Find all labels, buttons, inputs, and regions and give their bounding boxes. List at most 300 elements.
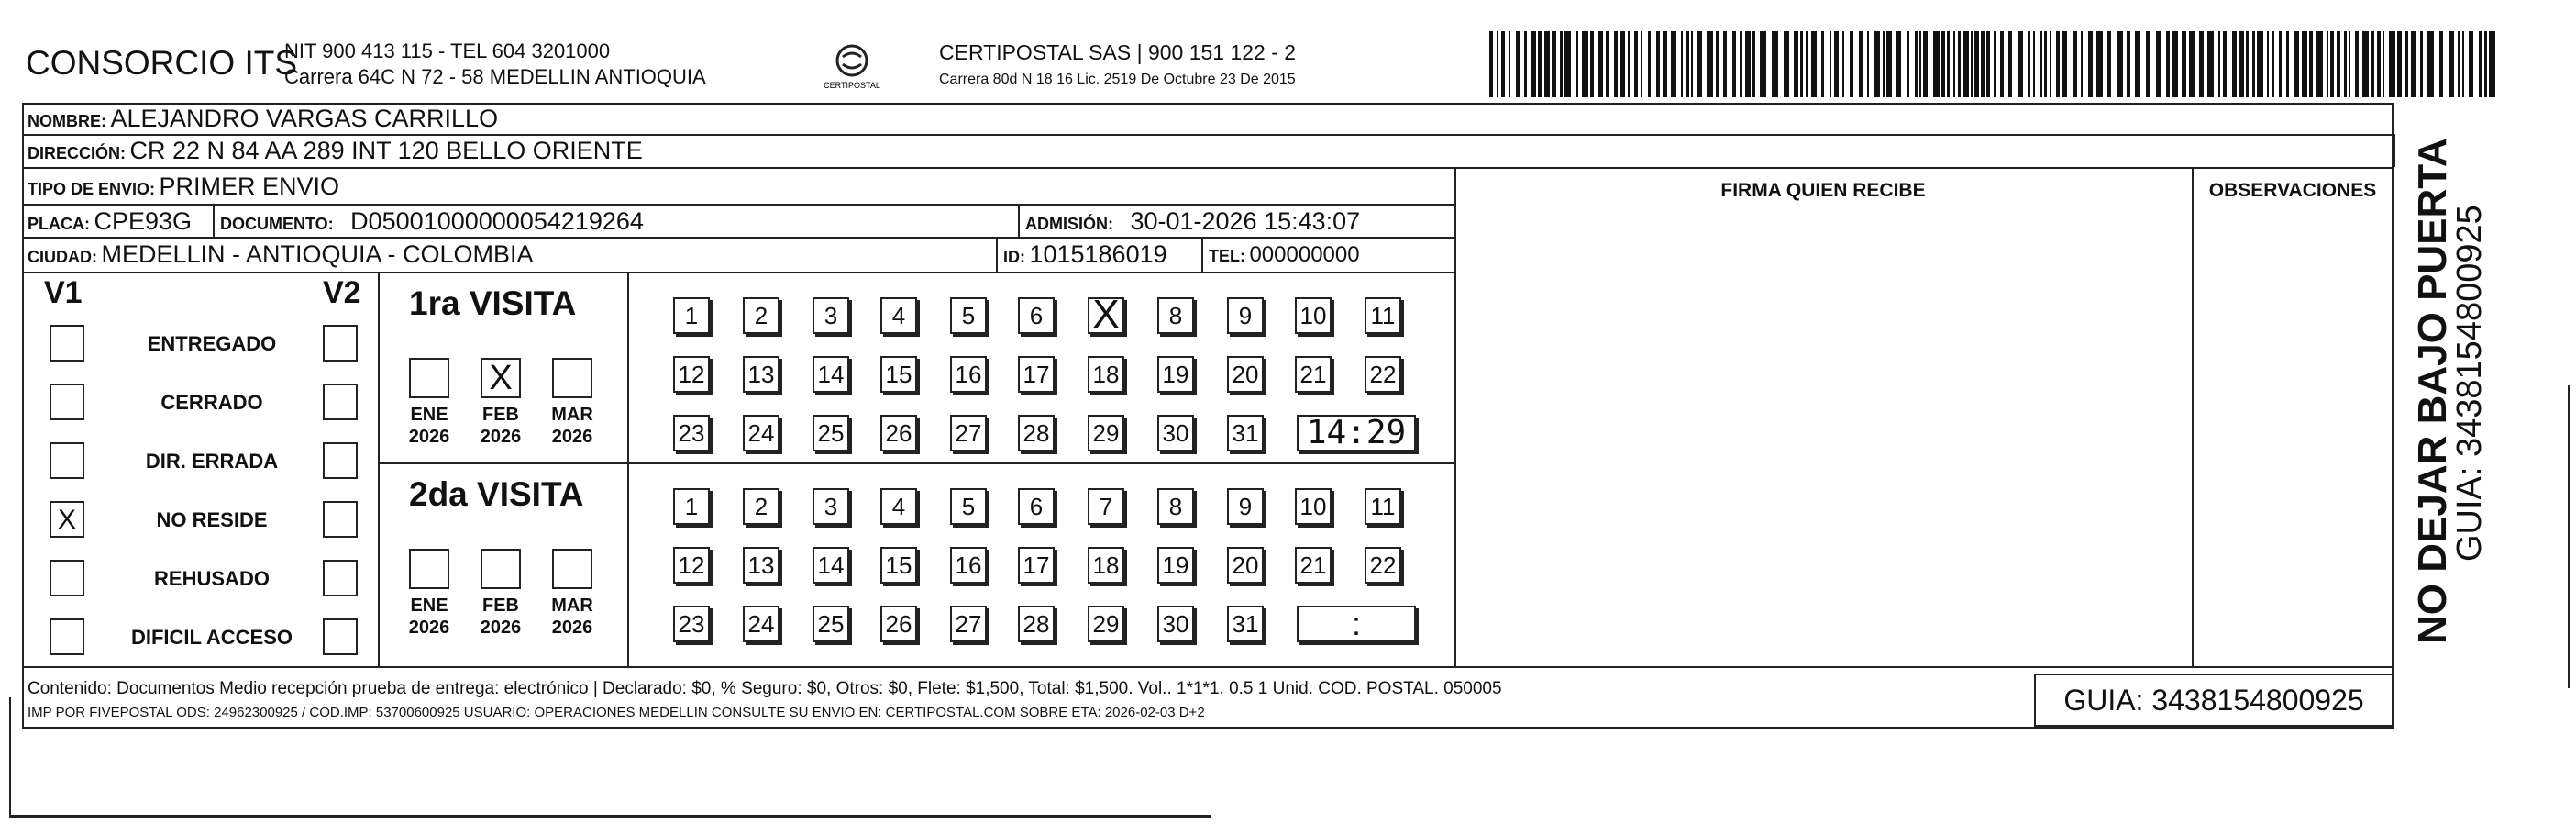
barcode-bar bbox=[2232, 31, 2237, 97]
barcode-bar bbox=[1560, 31, 1563, 97]
status-v1-checkbox[interactable] bbox=[50, 384, 84, 420]
barcode-bar bbox=[2182, 31, 2186, 97]
day-box[interactable]: 19 bbox=[1157, 356, 1194, 393]
rule bbox=[1018, 204, 1020, 237]
rule bbox=[22, 167, 2394, 169]
barcode-bar bbox=[2172, 31, 2178, 97]
status-v1-checkbox[interactable] bbox=[50, 325, 84, 362]
documento-label: DOCUMENTO: bbox=[220, 215, 334, 233]
month-year: 2026 bbox=[551, 427, 593, 447]
impresion-line: IMP POR FIVEPOSTAL ODS: 24962300925 / COD.IMP: 53700600925 USUARIO: OPERACIONES MEDELLIN CONSULTE SU ENVIO EN: CERTIPOSTAL.COM SOBRE ETA: 2026-02-03 D+2 bbox=[28, 705, 1205, 720]
rule bbox=[22, 666, 2394, 668]
barcode-bar bbox=[1915, 31, 1918, 97]
day-box[interactable]: 19 bbox=[1157, 547, 1194, 584]
day-box[interactable]: 27 bbox=[950, 606, 987, 642]
day-box[interactable]: 18 bbox=[1088, 547, 1124, 584]
barcode-bar bbox=[2327, 31, 2328, 97]
barcode-bar bbox=[2389, 31, 2395, 97]
barcode-bar bbox=[1564, 31, 1571, 97]
day-box[interactable]: 29 bbox=[1088, 606, 1124, 642]
barcode-bar bbox=[1489, 31, 1493, 97]
day-box[interactable]: 31 bbox=[1227, 415, 1264, 451]
barcode-bar bbox=[1859, 31, 1863, 97]
barcode-bar bbox=[2458, 31, 2460, 97]
barcode-bar bbox=[2127, 31, 2130, 97]
contenido-line: Contenido: Documentos Medio recepción prueba de entrega: electrónico | Declarado: $0, % Seguro: $0, Otros: $0, Flete: $1,500, Total: $1,500. Vol.. 1*1*1. 0.5 1 Unid. COD. POSTAL. 050005 bbox=[28, 679, 1502, 698]
day-box[interactable]: 4 bbox=[880, 488, 917, 525]
barcode-bar bbox=[2397, 31, 2402, 97]
status-v2-checkbox[interactable] bbox=[323, 384, 358, 420]
barcode-bar bbox=[2489, 31, 2495, 97]
day-box[interactable]: 4 bbox=[880, 297, 917, 334]
no-dejar-warning: NO DEJAR BAJO PUERTA bbox=[2410, 138, 2455, 644]
barcode-bar bbox=[2302, 31, 2307, 97]
rule bbox=[2192, 167, 2194, 666]
barcode-bar bbox=[1784, 31, 1789, 97]
barcode-bar bbox=[2088, 31, 2093, 97]
day-box[interactable]: 17 bbox=[1018, 356, 1055, 393]
tel-value: 000000000 bbox=[1249, 242, 1360, 267]
barcode-bar bbox=[1958, 31, 1961, 97]
status-label: REHUSADO bbox=[154, 567, 270, 590]
visit-title: 2da VISITA bbox=[409, 475, 584, 513]
day-box[interactable]: 25 bbox=[813, 606, 849, 642]
day-box[interactable]: 8 bbox=[1157, 297, 1194, 334]
barcode-bar bbox=[1671, 31, 1676, 97]
month-label bbox=[544, 404, 601, 448]
rule bbox=[22, 134, 2394, 136]
status-label: NO RESIDE bbox=[156, 508, 268, 531]
side-guia: GUIA: 3438154800925 bbox=[2450, 205, 2489, 562]
barcode-bar bbox=[2411, 31, 2416, 97]
day-box[interactable]: 22 bbox=[1365, 356, 1401, 393]
barcode-bar bbox=[1697, 31, 1702, 97]
barcode-bar bbox=[1981, 31, 1985, 97]
rule bbox=[22, 204, 1454, 206]
barcode-bar bbox=[1923, 31, 1928, 97]
rule bbox=[378, 272, 380, 666]
day-box[interactable]: 20 bbox=[1227, 356, 1264, 393]
barcode-bar bbox=[1707, 31, 1713, 97]
day-box[interactable]: 7 bbox=[1088, 488, 1124, 525]
day-box[interactable]: 6 bbox=[1018, 488, 1055, 525]
barcode-bar bbox=[2420, 31, 2423, 97]
barcode-bar bbox=[2117, 31, 2123, 97]
status-label: CERRADO bbox=[160, 391, 263, 414]
barcode-bar bbox=[1963, 31, 1969, 97]
barcode-bar bbox=[2330, 31, 2334, 97]
barcode-bar bbox=[1497, 31, 1498, 97]
company-name: CONSORCIO ITS bbox=[26, 44, 298, 82]
barcode-bar bbox=[1752, 31, 1755, 97]
month-checkbox[interactable] bbox=[409, 549, 449, 589]
day-box[interactable]: X bbox=[1088, 297, 1124, 334]
day-box[interactable]: 31 bbox=[1227, 606, 1264, 642]
day-box[interactable]: 30 bbox=[1157, 606, 1194, 642]
barcode-bar bbox=[1821, 31, 1824, 97]
barcode-bar bbox=[2073, 31, 2077, 97]
day-box[interactable]: 17 bbox=[1018, 547, 1055, 584]
barcode-bar bbox=[1919, 31, 1921, 97]
day-box[interactable]: 21 bbox=[1295, 356, 1332, 393]
barcode-bar bbox=[1732, 31, 1736, 97]
barcode-bar bbox=[2469, 31, 2473, 97]
month-checkbox[interactable] bbox=[552, 358, 592, 398]
barcode-bar bbox=[1842, 31, 1844, 97]
day-box[interactable]: 9 bbox=[1227, 488, 1264, 525]
day-box[interactable]: 16 bbox=[950, 356, 987, 393]
month-label bbox=[544, 595, 601, 639]
barcode-bar bbox=[2081, 31, 2083, 97]
status-label: DIR. ERRADA bbox=[145, 450, 279, 473]
certipostal-logo bbox=[811, 40, 893, 99]
barcode-bar bbox=[2018, 31, 2023, 97]
month-label bbox=[401, 404, 458, 448]
status-label: ENTREGADO bbox=[147, 332, 277, 355]
barcode-bar bbox=[2316, 31, 2323, 97]
id-value: 1015186019 bbox=[1029, 240, 1167, 268]
guia-box: GUIA: 3438154800925 bbox=[2034, 674, 2394, 727]
barcode-bar bbox=[1590, 31, 1594, 97]
barcode-bar bbox=[1883, 31, 1885, 97]
ciudad-field bbox=[28, 240, 534, 269]
barcode-bar bbox=[2008, 31, 2012, 97]
day-box[interactable]: 2 bbox=[743, 488, 779, 525]
page-edge bbox=[9, 815, 1211, 818]
barcode-bar bbox=[1886, 31, 1892, 97]
status-v1-checkbox[interactable] bbox=[50, 442, 84, 479]
barcode-bar bbox=[2439, 31, 2443, 97]
day-box[interactable]: 1 bbox=[673, 488, 710, 525]
barcode-bar bbox=[1974, 31, 1979, 97]
barcode-bar bbox=[2286, 31, 2289, 97]
company-address: Carrera 64C N 72 - 58 MEDELLIN ANTIOQUIA bbox=[284, 65, 706, 88]
tipo-envio-label: TIPO DE ENVIO: bbox=[28, 180, 156, 198]
barcode-bar bbox=[2033, 31, 2035, 97]
barcode-bar bbox=[2355, 31, 2359, 97]
month-name: MAR bbox=[551, 405, 593, 425]
barcode-bar bbox=[2279, 31, 2282, 97]
certipostal-info: CERTIPOSTAL SAS | 900 151 122 - 2 bbox=[939, 40, 1297, 64]
direccion-value: CR 22 N 84 AA 289 INT 120 BELLO ORIENTE bbox=[129, 137, 643, 164]
barcode-bar bbox=[1663, 31, 1667, 97]
barcode-bar bbox=[2223, 31, 2227, 97]
barcode-bar bbox=[1947, 31, 1950, 97]
rule bbox=[996, 237, 998, 272]
month-year: 2026 bbox=[551, 618, 593, 638]
month-year: 2026 bbox=[480, 427, 522, 447]
barcode-bar bbox=[1681, 31, 1683, 97]
day-box[interactable]: 15 bbox=[880, 547, 917, 584]
day-box[interactable]: 2 bbox=[743, 297, 779, 334]
status-v1-checkbox[interactable] bbox=[50, 618, 84, 655]
barcode-bar bbox=[2246, 31, 2249, 97]
month-name: MAR bbox=[551, 596, 593, 616]
tipo-envio-row bbox=[28, 173, 339, 201]
barcode-bar bbox=[1576, 31, 1578, 97]
barcode-bar bbox=[2267, 31, 2269, 97]
barcode-bar bbox=[1933, 31, 1940, 97]
rule bbox=[22, 272, 1454, 273]
barcode-bar bbox=[2252, 31, 2255, 97]
rule bbox=[627, 272, 629, 666]
barcode-bar bbox=[1971, 31, 1973, 97]
barcode-bar bbox=[1794, 31, 1798, 97]
barcode-bar bbox=[2337, 31, 2340, 97]
month-checkbox[interactable] bbox=[552, 549, 592, 589]
day-box[interactable]: 22 bbox=[1365, 547, 1401, 584]
barcode-bar bbox=[1896, 31, 1901, 97]
barcode-bar bbox=[1953, 31, 1955, 97]
logo-text: CERTIPOSTAL bbox=[824, 81, 880, 90]
visit-title: 1ra VISITA bbox=[409, 284, 577, 322]
barcode-bar bbox=[1656, 31, 1660, 97]
month-name: ENE bbox=[410, 596, 448, 616]
month-checkbox[interactable]: X bbox=[481, 358, 521, 398]
admision-value: 30-01-2026 15:43:07 bbox=[1130, 207, 1361, 235]
day-box[interactable]: 12 bbox=[673, 547, 710, 584]
day-box[interactable]: 10 bbox=[1295, 297, 1332, 334]
rule bbox=[378, 462, 1454, 464]
v2-header: V2 bbox=[323, 275, 361, 310]
barcode-bar bbox=[1745, 31, 1751, 97]
documento-value: D05001000000054219264 bbox=[350, 207, 644, 235]
barcode-bar bbox=[2000, 31, 2004, 97]
day-box[interactable]: 11 bbox=[1365, 297, 1401, 334]
firma-header: FIRMA QUIEN RECIBE bbox=[1720, 180, 1926, 201]
day-box[interactable]: 14 bbox=[813, 547, 849, 584]
barcode-bar bbox=[2166, 31, 2170, 97]
ciudad-value: MEDELLIN - ANTIOQUIA - COLOMBIA bbox=[101, 240, 534, 268]
time-box[interactable]: 14:29 bbox=[1297, 415, 1416, 451]
barcode-bar bbox=[2050, 31, 2051, 97]
time-box[interactable]: : bbox=[1297, 606, 1416, 642]
status-v1-checkbox[interactable]: X bbox=[50, 501, 84, 538]
day-box[interactable]: 30 bbox=[1157, 415, 1194, 451]
month-name: FEB bbox=[482, 405, 519, 425]
day-box[interactable]: 27 bbox=[950, 415, 987, 451]
tipo-envio-value: PRIMER ENVIO bbox=[159, 173, 340, 200]
id-field bbox=[1003, 240, 1167, 269]
day-box[interactable]: 23 bbox=[673, 415, 710, 451]
day-box[interactable]: 10 bbox=[1295, 488, 1332, 525]
day-box[interactable]: 28 bbox=[1018, 606, 1055, 642]
day-box[interactable]: 29 bbox=[1088, 415, 1124, 451]
barcode-bar bbox=[2062, 31, 2067, 97]
barcode-bar bbox=[2405, 31, 2408, 97]
barcode-bar bbox=[2028, 31, 2030, 97]
v1-header: V1 bbox=[44, 275, 83, 310]
status-v1-checkbox[interactable] bbox=[50, 560, 84, 596]
month-checkbox[interactable] bbox=[409, 358, 449, 398]
barcode-bar bbox=[2056, 31, 2060, 97]
nit-line: NIT 900 413 115 - TEL 604 3201000 bbox=[284, 39, 611, 62]
barcode-bar bbox=[1516, 31, 1520, 97]
day-box[interactable]: 13 bbox=[743, 547, 779, 584]
admision-label: ADMISIÓN: bbox=[1025, 215, 1113, 233]
status-v2-checkbox[interactable] bbox=[323, 501, 358, 538]
barcode-bar bbox=[1614, 31, 1618, 97]
barcode-bar bbox=[1598, 31, 1603, 97]
barcode-bar bbox=[1941, 31, 1945, 97]
nombre-row bbox=[28, 105, 498, 133]
month-name: ENE bbox=[410, 405, 448, 425]
day-box[interactable]: 5 bbox=[950, 488, 987, 525]
barcode-bar bbox=[2044, 31, 2047, 97]
day-box[interactable]: 8 bbox=[1157, 488, 1194, 525]
barcode-bar bbox=[2309, 31, 2313, 97]
barcode-bar bbox=[2383, 31, 2384, 97]
status-label: DIFICIL ACCESO bbox=[130, 626, 293, 649]
day-box[interactable]: 25 bbox=[813, 415, 849, 451]
barcode-bar bbox=[1544, 31, 1550, 97]
page-edge bbox=[9, 697, 11, 815]
barcode-bar bbox=[1634, 31, 1638, 97]
nombre-value: ALEJANDRO VARGAS CARRILLO bbox=[110, 105, 499, 132]
status-v2-checkbox[interactable] bbox=[323, 442, 358, 479]
month-year: 2026 bbox=[408, 618, 450, 638]
tel-label: TEL: bbox=[1209, 247, 1245, 265]
day-box[interactable]: 15 bbox=[880, 356, 917, 393]
barcode-bar bbox=[2257, 31, 2263, 97]
barcode-bar bbox=[1552, 31, 1556, 97]
barcode-bar bbox=[1760, 31, 1766, 97]
barcode-bar bbox=[2096, 31, 2103, 97]
month-name: FEB bbox=[482, 596, 519, 616]
barcode-bar bbox=[1691, 31, 1693, 97]
rule bbox=[1454, 167, 1456, 666]
day-box[interactable]: 21 bbox=[1295, 547, 1332, 584]
barcode-bar bbox=[1509, 31, 1510, 97]
documento-field bbox=[220, 207, 644, 236]
barcode-bar bbox=[2189, 31, 2195, 97]
barcode-bar bbox=[1907, 31, 1909, 97]
barcode-bar bbox=[1582, 31, 1588, 97]
day-box[interactable]: 18 bbox=[1088, 356, 1124, 393]
day-box[interactable]: 24 bbox=[743, 415, 779, 451]
day-box[interactable]: 16 bbox=[950, 547, 987, 584]
barcode-bar bbox=[2484, 31, 2487, 97]
barcode-bar bbox=[1834, 31, 1839, 97]
day-box[interactable]: 23 bbox=[673, 606, 710, 642]
barcode-bar bbox=[1723, 31, 1727, 97]
day-box[interactable]: 26 bbox=[880, 606, 917, 642]
barcode-bar bbox=[1874, 31, 1880, 97]
day-box[interactable]: 13 bbox=[743, 356, 779, 393]
barcode-bar bbox=[1867, 31, 1869, 97]
barcode-bar bbox=[1501, 31, 1505, 97]
barcode-bar bbox=[2462, 31, 2464, 97]
barcode-bar bbox=[1806, 31, 1808, 97]
day-box[interactable]: 6 bbox=[1018, 297, 1055, 334]
day-box[interactable]: 14 bbox=[813, 356, 849, 393]
day-box[interactable]: 3 bbox=[813, 297, 849, 334]
barcode-bar bbox=[1620, 31, 1625, 97]
barcode-bar bbox=[1986, 31, 1990, 97]
status-v2-checkbox[interactable] bbox=[323, 618, 358, 655]
barcode-bar bbox=[1641, 31, 1642, 97]
barcode bbox=[1489, 31, 2498, 97]
tel-field bbox=[1209, 242, 1360, 268]
barcode-bar bbox=[2362, 31, 2369, 97]
direccion-label: DIRECCIÓN: bbox=[28, 144, 126, 162]
day-box[interactable]: 1 bbox=[673, 297, 710, 334]
barcode-bar bbox=[2479, 31, 2482, 97]
rule bbox=[22, 237, 1454, 239]
day-box[interactable]: 28 bbox=[1018, 415, 1055, 451]
barcode-bar bbox=[2344, 31, 2347, 97]
barcode-bar bbox=[2199, 31, 2204, 97]
barcode-bar bbox=[2294, 31, 2299, 97]
barcode-bar bbox=[2218, 31, 2220, 97]
day-box[interactable]: 26 bbox=[880, 415, 917, 451]
observaciones-header: OBSERVACIONES bbox=[2208, 180, 2377, 201]
barcode-bar bbox=[2349, 31, 2350, 97]
barcode-bar bbox=[1772, 31, 1778, 97]
month-label bbox=[472, 595, 529, 639]
barcode-bar bbox=[1531, 31, 1536, 97]
barcode-bar bbox=[1538, 31, 1542, 97]
status-v2-checkbox[interactable] bbox=[323, 325, 358, 362]
barcode-bar bbox=[1830, 31, 1831, 97]
ciudad-label: CIUDAD: bbox=[28, 248, 97, 266]
nombre-label: NOMBRE: bbox=[28, 112, 106, 130]
barcode-bar bbox=[1811, 31, 1817, 97]
day-box[interactable]: 24 bbox=[743, 606, 779, 642]
admision-field bbox=[1025, 207, 1360, 236]
day-box[interactable]: 12 bbox=[673, 356, 710, 393]
rule bbox=[213, 204, 215, 237]
direccion-row bbox=[28, 137, 643, 165]
day-box[interactable]: 9 bbox=[1227, 297, 1264, 334]
barcode-bar bbox=[2156, 31, 2161, 97]
rule bbox=[1201, 237, 1203, 272]
barcode-bar bbox=[1648, 31, 1651, 97]
certipostal-address: Carrera 80d N 18 16 Lic. 2519 De Octubre 23 De 2015 bbox=[939, 72, 1296, 87]
barcode-bar bbox=[1686, 31, 1689, 97]
barcode-bar bbox=[2371, 31, 2374, 97]
month-year: 2026 bbox=[480, 618, 522, 638]
barcode-bar bbox=[2207, 31, 2214, 97]
barcode-bar bbox=[2377, 31, 2381, 97]
placa-field bbox=[28, 207, 192, 236]
id-label: ID: bbox=[1003, 248, 1025, 266]
month-year: 2026 bbox=[408, 427, 450, 447]
barcode-bar bbox=[1850, 31, 1853, 97]
month-label bbox=[401, 595, 458, 639]
barcode-bar bbox=[1628, 31, 1630, 97]
rule bbox=[2394, 134, 2395, 167]
day-box[interactable]: 11 bbox=[1365, 488, 1401, 525]
barcode-bar bbox=[2272, 31, 2274, 97]
status-v2-checkbox[interactable] bbox=[323, 560, 358, 596]
barcode-bar bbox=[2107, 31, 2111, 97]
barcode-bar bbox=[2239, 31, 2244, 97]
day-box[interactable]: 20 bbox=[1227, 547, 1264, 584]
barcode-bar bbox=[1740, 31, 1742, 97]
barcode-bar bbox=[2427, 31, 2434, 97]
barcode-bar bbox=[1716, 31, 1719, 97]
day-box[interactable]: 3 bbox=[813, 488, 849, 525]
barcode-bar bbox=[1994, 31, 1996, 97]
day-box[interactable]: 5 bbox=[950, 297, 987, 334]
barcode-bar bbox=[2040, 31, 2042, 97]
page-edge bbox=[2568, 385, 2570, 688]
placa-value: CPE93G bbox=[94, 207, 193, 235]
barcode-bar bbox=[1524, 31, 1527, 97]
barcode-bar bbox=[2146, 31, 2150, 97]
month-checkbox[interactable] bbox=[481, 549, 521, 589]
